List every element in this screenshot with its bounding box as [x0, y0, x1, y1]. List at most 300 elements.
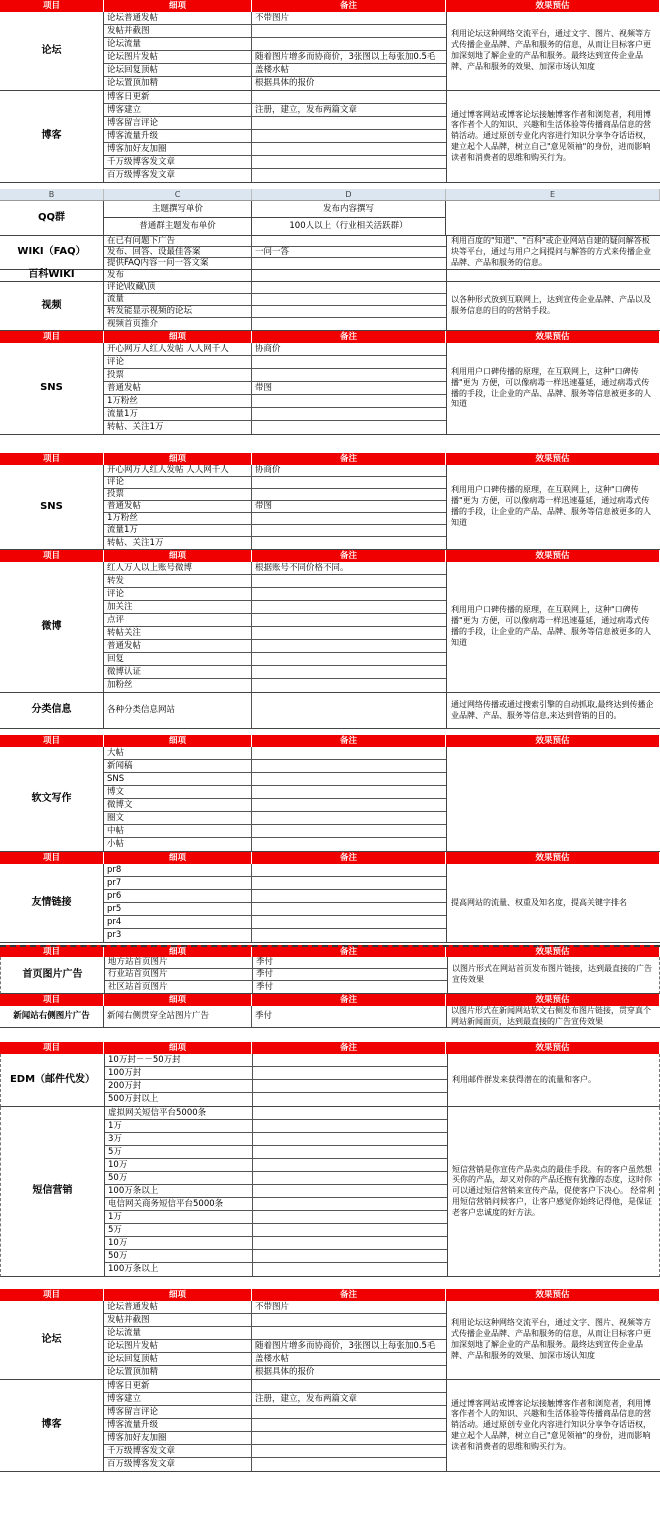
- row-note: 盖楼水帖: [255, 1353, 290, 1364]
- row-note: 季付: [256, 969, 274, 980]
- section-title: 百科WIKI: [0, 270, 104, 281]
- section-effect: 利用论坛这种网络交流平台，通过文字、图片、视频等方式传播企业品牌、产品和服务的信息，从而让目标客户更加深刻地了解企业的产品和服务。最终达到宣传企业品牌、产品和服务的效果、加深市场认知度: [446, 1301, 660, 1379]
- row-item: 50万: [105, 1172, 253, 1184]
- row-note: [252, 588, 446, 600]
- table-row: [105, 1224, 447, 1237]
- table-row: [105, 1093, 447, 1106]
- header-effect: 效果预估: [446, 852, 660, 864]
- row-note: [252, 306, 446, 317]
- section-video: [0, 282, 660, 331]
- table-row: [104, 395, 446, 408]
- header-detail: 细项: [104, 331, 252, 343]
- row-item: 提供FAQ内容一问一答文案: [104, 258, 252, 269]
- section-title: 友情链接: [0, 864, 104, 942]
- table-row: [104, 1353, 446, 1366]
- table-header: [0, 0, 660, 12]
- row-note: 注册，建立，发布两篇文章: [255, 104, 358, 115]
- section-effect: 通过博客网站或博客论坛接触博客作者和浏览者，利用博客作者个人的知识、兴趣和生活体验等传播商品信息的营销活动。通过原创专业化内容进行知识分享争夺话语权，建立起个人品牌，树立自己"意见领袖"的身份，进而影响读者和消费者的思维和购买行为。: [446, 91, 660, 182]
- row-note: [252, 1406, 446, 1418]
- section-title: QQ群: [0, 201, 104, 235]
- row-item: 1万: [105, 1120, 253, 1132]
- row-note: [253, 1211, 447, 1223]
- row-item: 10万: [105, 1237, 253, 1249]
- header-note: 备注: [252, 852, 446, 864]
- table-row: [104, 929, 446, 942]
- row-item: 电信网关商务短信平台5000条: [105, 1198, 253, 1210]
- row-note: [252, 1419, 446, 1431]
- section-effect: 提高网站的流量、权重及知名度，提高关键字排名: [446, 864, 660, 942]
- table-row: [104, 838, 446, 851]
- row-item: 发帖并截图: [104, 1314, 252, 1326]
- table-row: [104, 12, 446, 25]
- row-note: [252, 1327, 446, 1339]
- row-item: 加粉丝: [104, 679, 252, 692]
- row-item: 虚拟网关短信平台5000条: [105, 1107, 253, 1119]
- row-note: 一问一答: [255, 247, 290, 257]
- row-item: 千万级博客发文章: [104, 156, 252, 168]
- row-item: 博客建立: [104, 104, 252, 116]
- row-item: 论坛普通发帖: [104, 12, 252, 24]
- row-item: 10万封－－50万封: [105, 1054, 253, 1066]
- row-note: [252, 838, 446, 851]
- table-row: [104, 236, 446, 247]
- row-note: [253, 1054, 447, 1066]
- row-note: [252, 130, 446, 142]
- row-note: [252, 318, 446, 330]
- row-item: 论坛回复顶帖: [104, 1353, 252, 1365]
- table-header: [0, 945, 660, 957]
- table-row: [104, 1340, 446, 1353]
- row-item: 投票: [104, 489, 252, 500]
- table-row: [105, 1237, 447, 1250]
- row-item: 100万封: [105, 1067, 253, 1079]
- table-header: [0, 735, 660, 747]
- row-note: [252, 1380, 446, 1392]
- row-item: 博客日更新: [104, 91, 252, 103]
- header-effect: 效果预估: [446, 331, 660, 343]
- header-note: 备注: [252, 0, 446, 12]
- row-note: [252, 38, 446, 50]
- row-item: 百万级博客发文章: [104, 169, 252, 182]
- row-item: 百万级博客发文章: [104, 1458, 252, 1471]
- table-row: [104, 38, 446, 51]
- row-note: [253, 1133, 447, 1145]
- row-item: 转发: [104, 575, 252, 587]
- row-item: 博文: [104, 786, 252, 798]
- table-row: [104, 382, 446, 395]
- table-header: [0, 1289, 660, 1301]
- table-row: [105, 981, 447, 993]
- section-edm: [0, 1054, 660, 1107]
- section-blog: [0, 1380, 660, 1472]
- table-row: [104, 258, 446, 269]
- row-item: 1万: [105, 1211, 253, 1223]
- row-note: [252, 1432, 446, 1444]
- table-row: [104, 640, 446, 653]
- row-note: [252, 601, 446, 613]
- table-row: [104, 601, 446, 614]
- table-row: [104, 91, 446, 104]
- section-rows: [104, 562, 446, 692]
- table-row: [105, 1211, 447, 1224]
- row-item: 博客留言评论: [104, 117, 252, 129]
- section-blog: [0, 91, 660, 183]
- header-project: 项目: [0, 947, 104, 957]
- table-row: [104, 1406, 446, 1419]
- table-row: [104, 537, 446, 549]
- table-row: [105, 957, 447, 969]
- row-note: [252, 929, 446, 942]
- row-note: [252, 169, 446, 182]
- header-project: 项目: [0, 735, 104, 747]
- row-item: 流量1万: [104, 408, 252, 420]
- table-row: [104, 1301, 446, 1314]
- row-item: 100万条以上: [105, 1263, 253, 1276]
- row-note: [252, 1445, 446, 1457]
- row-note: [252, 1314, 446, 1326]
- row-item: 200万封: [105, 1080, 253, 1092]
- row-item: 各种分类信息网站: [104, 693, 252, 728]
- row-item: 千万级博客发文章: [104, 1445, 252, 1457]
- row-note: [253, 1107, 447, 1119]
- section-rows: [104, 465, 446, 549]
- table-row: [105, 969, 447, 981]
- section-effect: 利用论坛这种网络交流平台，通过文字、图片、视频等方式传播企业品牌、产品和服务的信息，从而让目标客户更加深刻地了解企业的产品和服务。最终达到宣传企业品牌、产品和服务的效果、加深市场认知度: [446, 12, 660, 90]
- row-note: [253, 1198, 447, 1210]
- table-row: [105, 1107, 447, 1120]
- row-note: [253, 1250, 447, 1262]
- row-note: 带图: [255, 382, 273, 393]
- header-project: 项目: [0, 852, 104, 864]
- header-detail: 细项: [104, 550, 252, 562]
- section-rows: [104, 91, 446, 182]
- table-row: [104, 614, 446, 627]
- table-row: [104, 489, 446, 501]
- table-row: [104, 408, 446, 421]
- row-note: [252, 890, 446, 902]
- header-note: 备注: [252, 1042, 446, 1054]
- table-row: [104, 1419, 446, 1432]
- table-row: [104, 653, 446, 666]
- row-item: 5万: [105, 1224, 253, 1236]
- header-detail: 细项: [104, 735, 252, 747]
- table-header: [0, 994, 660, 1006]
- row-item: 论坛图片发帖: [104, 51, 252, 63]
- section-soft-text: [0, 747, 660, 852]
- row-note: [252, 1458, 446, 1471]
- header-project: 项目: [0, 0, 104, 12]
- section-rows: [105, 1107, 447, 1276]
- section-effect: 以图片形式在网站首页发布图片链接，达到最直接的广告宣传效果: [447, 957, 660, 993]
- row-note: [253, 1080, 447, 1092]
- section-effect: 以图片形式在新闻网站软文右侧发布图片链接，贯穿真个网站新闻面页，达到最直接的广告宣传效果: [446, 1006, 660, 1027]
- row-note: 根据账号不同价格不同。: [255, 562, 349, 573]
- table-row: [104, 64, 446, 77]
- column-letter-c: C: [104, 189, 252, 200]
- column-letter-d: D: [252, 189, 446, 200]
- section-rows: [104, 12, 446, 90]
- row-item: 论坛流量: [104, 1327, 252, 1339]
- table-row: [104, 679, 446, 692]
- section-title: 视频: [0, 282, 104, 330]
- table-row: [105, 1133, 447, 1146]
- section-rows: [104, 1301, 446, 1379]
- row-note: [252, 91, 446, 103]
- section-effect: 短信营销是你宣传产品卖点的最佳手段。有的客户虽然想买你的产品，却又对你的产品还抱有犹豫的态度，这时你可以通过短信营销来宣传产品，促使客户下决心。 经常利用短信营销问候客户，让客户感觉你始终记得他，是保证老客户忠诚度的好方法。: [447, 1107, 660, 1276]
- section-sns: [0, 343, 660, 435]
- header-project: 项目: [0, 1289, 104, 1301]
- row-item: 500万封以上: [105, 1093, 253, 1106]
- row-item: 普通发帖: [104, 501, 252, 512]
- table-row: [104, 143, 446, 156]
- row-note: [252, 395, 446, 407]
- header-note: 备注: [252, 453, 446, 465]
- table-row: [104, 465, 446, 477]
- row-item: SNS: [104, 773, 252, 785]
- table-row: [104, 306, 446, 318]
- table-row: [104, 588, 446, 601]
- section-rows: [105, 1054, 447, 1106]
- row-note: 随着图片增多而协商价，3张图以上每张加0.5毛: [255, 51, 436, 62]
- header-detail: 细项: [104, 0, 252, 12]
- section-effect: 通过博客网站或博客论坛接触博客作者和浏览者，利用博客作者个人的知识、兴趣和生活体验等传播商品信息的营销活动。通过原创专业化内容进行知识分享争夺话语权，建立起个人品牌，树立自己"意见领袖"的身份，进而影响读者和消费者的思维和购买行为。: [446, 1380, 660, 1471]
- row-note: [252, 916, 446, 928]
- row-item: 行业站首页图片: [105, 969, 253, 980]
- row-note: [252, 812, 446, 824]
- row-note: [253, 1237, 447, 1249]
- table-row: [104, 77, 446, 90]
- row-note: [252, 799, 446, 811]
- row-item: 开心网万人红人发帖 人人网千人: [104, 343, 252, 355]
- header-note: 备注: [252, 1289, 446, 1301]
- row-item: 论坛置顶加精: [104, 1366, 252, 1379]
- header-detail: 细项: [104, 1042, 252, 1054]
- row-note: [252, 477, 446, 488]
- row-note: [252, 614, 446, 626]
- row-note: 根据具体的报价: [255, 1367, 315, 1378]
- table-row: [104, 747, 446, 760]
- row-item: 转帖、关注1万: [104, 537, 252, 549]
- table-row: [104, 877, 446, 890]
- section-title: SNS: [0, 343, 104, 434]
- header-note: 备注: [252, 331, 446, 343]
- row-item: 评论: [104, 588, 252, 600]
- row-item: 微博认证: [104, 666, 252, 678]
- row-item: 小帖: [104, 838, 252, 851]
- table-row: [105, 1263, 447, 1276]
- section-qq-group: [0, 201, 660, 236]
- section-rows: [104, 343, 446, 434]
- row-note: [252, 760, 446, 772]
- row-note: [252, 25, 446, 37]
- row-item: 转帖、关注1万: [104, 421, 252, 434]
- table-row: [104, 421, 446, 434]
- row-item: 论坛图片发帖: [104, 1340, 252, 1352]
- table-row: [104, 247, 446, 258]
- row-note: [252, 627, 446, 639]
- row-note: [252, 421, 446, 434]
- row-note: [252, 653, 446, 665]
- row-note: [252, 294, 446, 305]
- table-row: [104, 117, 446, 130]
- row-item: 评论: [104, 356, 252, 368]
- header-effect: 效果预估: [446, 453, 660, 465]
- row-item: 红人万人以上账号微博: [104, 562, 252, 574]
- table-header: [0, 1042, 660, 1054]
- section-forum: [0, 12, 660, 91]
- header-effect: 效果预估: [446, 0, 660, 12]
- table-row: [104, 104, 446, 117]
- row-item: 论坛流量: [104, 38, 252, 50]
- row-note: [253, 1172, 447, 1184]
- table-row: [104, 1432, 446, 1445]
- row-note: [252, 537, 446, 549]
- header-detail: 细项: [104, 947, 252, 957]
- section-news-side-ad: [0, 1006, 660, 1028]
- row-note: [253, 1146, 447, 1158]
- table-row: [104, 294, 446, 306]
- row-item: 地方站首页图片: [105, 957, 253, 968]
- table-row: [104, 1393, 446, 1406]
- row-note: 协商价: [255, 343, 281, 354]
- row-note: 季付: [256, 981, 274, 992]
- section-classified: [0, 693, 660, 729]
- table-row: [104, 343, 446, 356]
- table-row: [104, 666, 446, 679]
- table-row: [104, 773, 446, 786]
- header-effect: 效果预估: [446, 550, 660, 562]
- row-item: 发布: [104, 270, 252, 281]
- table-row: [105, 1185, 447, 1198]
- row-note: [253, 1093, 447, 1106]
- table-row: [104, 562, 446, 575]
- section-effect: 利用用户口碑传播的原理，在互联网上，这种"口碑传播"更为 方便，可以像病毒一样迅速蔓延，通过病毒式传播的手段，让企业的产品、品牌、服务等信息被更多的人知道: [446, 343, 660, 434]
- section-wiki-faq: [0, 236, 660, 270]
- row-item: 博客加好友加圈: [104, 1432, 252, 1444]
- row-item: 10万: [105, 1159, 253, 1171]
- section-title: 软文写作: [0, 747, 104, 851]
- section-rows: [104, 864, 446, 942]
- row-note: [252, 679, 446, 692]
- row-note: 不带图片: [255, 12, 290, 23]
- section-title: 论坛: [0, 12, 104, 90]
- section-sms: [0, 1107, 660, 1277]
- header-detail: 细项: [104, 994, 252, 1006]
- row-note: [252, 903, 446, 915]
- table-row: [104, 501, 446, 513]
- row-note: [252, 369, 446, 381]
- row-note: [252, 408, 446, 420]
- table-row: [104, 786, 446, 799]
- table-header: [0, 852, 660, 864]
- row-note: [253, 1120, 447, 1132]
- table-row: [104, 356, 446, 369]
- table-row: [105, 1159, 447, 1172]
- table-row: [104, 1366, 446, 1379]
- row-note: [252, 877, 446, 889]
- table-row: [104, 156, 446, 169]
- row-note: [252, 156, 446, 168]
- qq-group-price: 普通群主题发布单价: [104, 218, 252, 235]
- row-item: 加关注: [104, 601, 252, 613]
- table-row: [104, 864, 446, 877]
- row-note: [252, 356, 446, 368]
- table-row: [104, 916, 446, 929]
- row-item: 流量1万: [104, 525, 252, 536]
- section-title: 微博: [0, 562, 104, 692]
- header-detail: 细项: [104, 1289, 252, 1301]
- row-item: 5万: [105, 1146, 253, 1158]
- section-title: WIKI（FAQ）: [0, 236, 104, 269]
- table-row: [105, 1067, 447, 1080]
- row-note: 根据具体的报价: [255, 78, 315, 89]
- row-item: 100万条以上: [105, 1185, 253, 1197]
- row-item: 普通发帖: [104, 382, 252, 394]
- table-row: [104, 169, 446, 182]
- header-note: 备注: [252, 735, 446, 747]
- row-item: 大帖: [104, 747, 252, 759]
- section-title: 短信营销: [1, 1107, 105, 1276]
- section-rows: [104, 747, 446, 851]
- qq-group-size: 100人以上（行业相关活跃群）: [252, 218, 446, 235]
- section-effect: 以各种形式放到互联网上，达到宣传企业品牌、产品以及服务信息的目的的营销手段。: [446, 282, 660, 330]
- table-row: [105, 1120, 447, 1133]
- row-item: 回复: [104, 653, 252, 665]
- row-item: 投票: [104, 369, 252, 381]
- header-effect: 效果预估: [446, 947, 660, 957]
- row-note: [253, 1067, 447, 1079]
- row-item: 微博文: [104, 799, 252, 811]
- qq-content-writing: 发布内容撰写: [252, 201, 446, 218]
- table-header: [0, 331, 660, 343]
- row-item: 发布、回答、设最佳答案: [104, 247, 252, 257]
- row-item: 3万: [105, 1133, 253, 1145]
- header-effect: 效果预估: [446, 735, 660, 747]
- section-rows: [104, 236, 446, 269]
- row-note: 不带图片: [255, 1301, 290, 1312]
- section-rows: [104, 282, 446, 330]
- section-effect: 利用邮件群发来获得潜在的流量和客户。: [447, 1054, 660, 1106]
- section-title: 博客: [0, 1380, 104, 1471]
- table-row: [104, 1314, 446, 1327]
- row-note: [253, 1224, 447, 1236]
- row-item: pr6: [104, 890, 252, 902]
- row-note: [252, 258, 446, 269]
- header-project: 项目: [0, 331, 104, 343]
- row-note: [252, 513, 446, 524]
- section-title: 论坛: [0, 1301, 104, 1379]
- row-item: 圈文: [104, 812, 252, 824]
- header-effect: 效果预估: [446, 1289, 660, 1301]
- row-note: [252, 864, 446, 876]
- row-item: 论坛普通发帖: [104, 1301, 252, 1313]
- section-rows: [105, 957, 447, 993]
- row-item: 评论\收藏\顶: [104, 282, 252, 293]
- header-note: 备注: [252, 947, 446, 957]
- table-row: [104, 1327, 446, 1340]
- table-row: [104, 513, 446, 525]
- table-row: [105, 1198, 447, 1211]
- header-effect: 效果预估: [446, 994, 660, 1006]
- section-effect: 利用用户口碑传播的原理，在互联网上，这种"口碑传播"更为 方便，可以像病毒一样迅速蔓延，通过病毒式传播的手段，让企业的产品、品牌、服务等信息被更多的人知道: [446, 465, 660, 549]
- header-note: 备注: [252, 550, 446, 562]
- table-row: [104, 760, 446, 773]
- row-note: 季付: [255, 1011, 273, 1022]
- row-item: 博客留言评论: [104, 1406, 252, 1418]
- row-note: 协商价: [255, 465, 281, 476]
- row-note: [252, 282, 446, 293]
- row-item: 1万粉丝: [104, 513, 252, 524]
